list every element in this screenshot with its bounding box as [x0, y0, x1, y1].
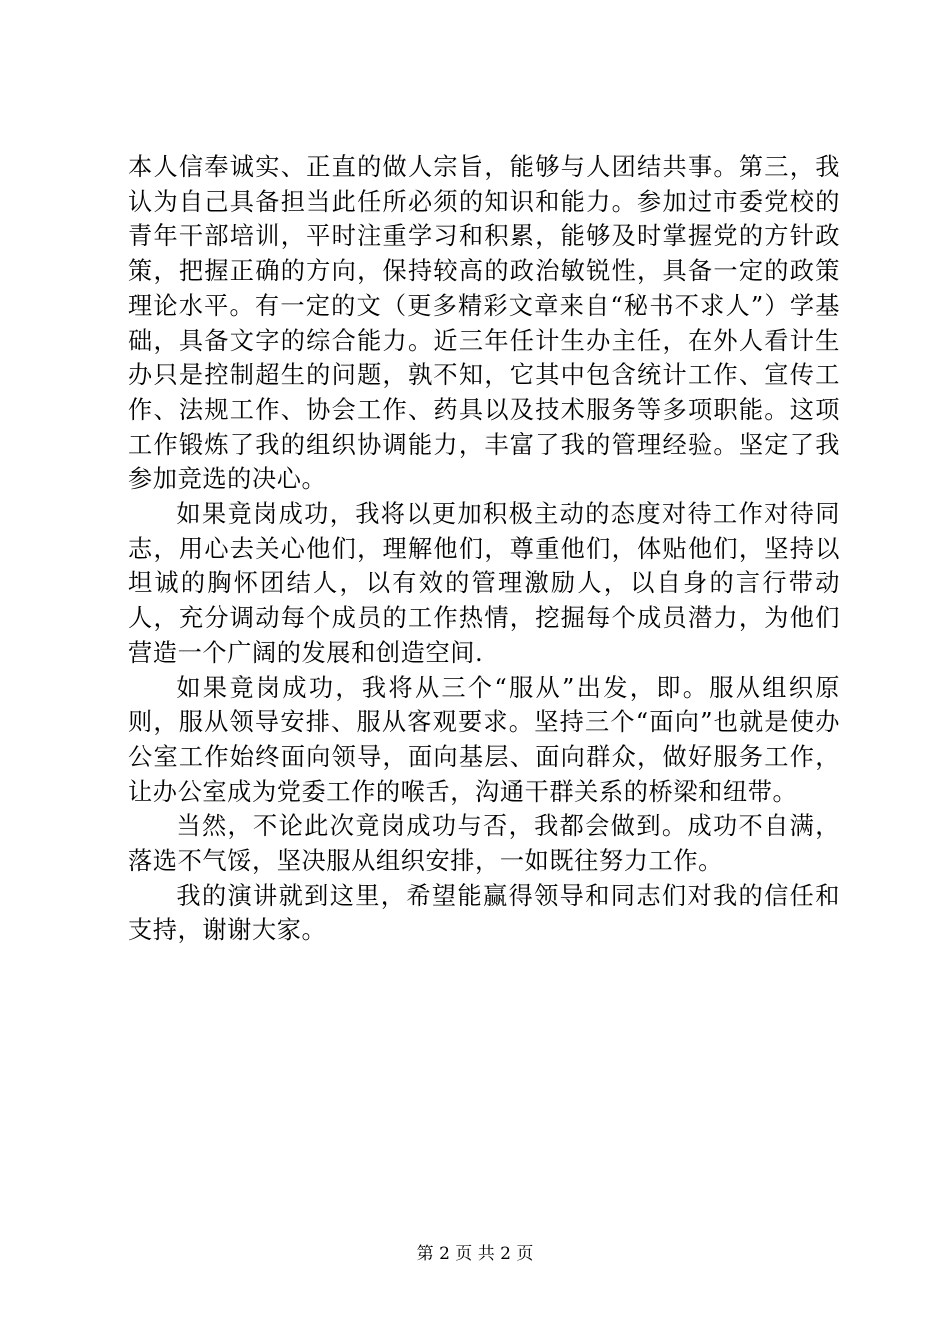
paragraph-closing: 我的演讲就到这里，希望能赢得领导和同志们对我的信任和支持，谢谢大家。	[128, 881, 840, 945]
paragraph-team-commitment: 如果竟岗成功，我将以更加积极主动的态度对待工作对待同志，用心去关心他们，理解他们，尊重他们，体贴他们，坚持以坦诚的胸怀团结人，以有效的管理激励人，以自身的言行带动人，充分调动每个成员的工作热情，挖掘每个成员潜力，为他们营造一个广阔的发展和创造空间.	[128, 500, 840, 667]
paragraph-three-obey: 如果竟岗成功，我将从三个“服从”出发，即。服从组织原则，服从领导安排、服从客观要求。坚持三个“面向”也就是使办公室工作始终面向领导，面向基层、面向群众，做好服务工作，让办公室成为党委工作的喉舌，沟通干群关系的桥梁和纽带。	[128, 673, 840, 806]
page-footer: 第 2 页 共 2 页	[416, 1244, 534, 1264]
document-body	[128, 150, 840, 948]
paragraph-regardless: 当然，不论此次竟岗成功与否，我都会做到。成功不自满，落选不气馁，坚决服从组织安排，一如既往努力工作。	[128, 812, 840, 876]
paragraph-qualifications: 本人信奉诚实、正直的做人宗旨，能够与人团结共事。第三，我认为自己具备担当此任所必须的知识和能力。参加过市委党校的青年干部培训，平时注重学习和积累，能够及时掌握党的方针政策，把握正确的方向，保持较高的政治敏锐性，具备一定的政策理论水平。有一定的文（更多精彩文章来自“秘书不求人”）学基础，具备文字的综合能力。近三年任计生办主任，在外人看计生办只是控制超生的问题，孰不知，它其中包含统计工作、宣传工作、法规工作、协会工作、药具以及技术服务等多项职能。这项工作锻炼了我的组织协调能力，丰富了我的管理经验。坚定了我参加竞选的决心。	[128, 153, 840, 494]
